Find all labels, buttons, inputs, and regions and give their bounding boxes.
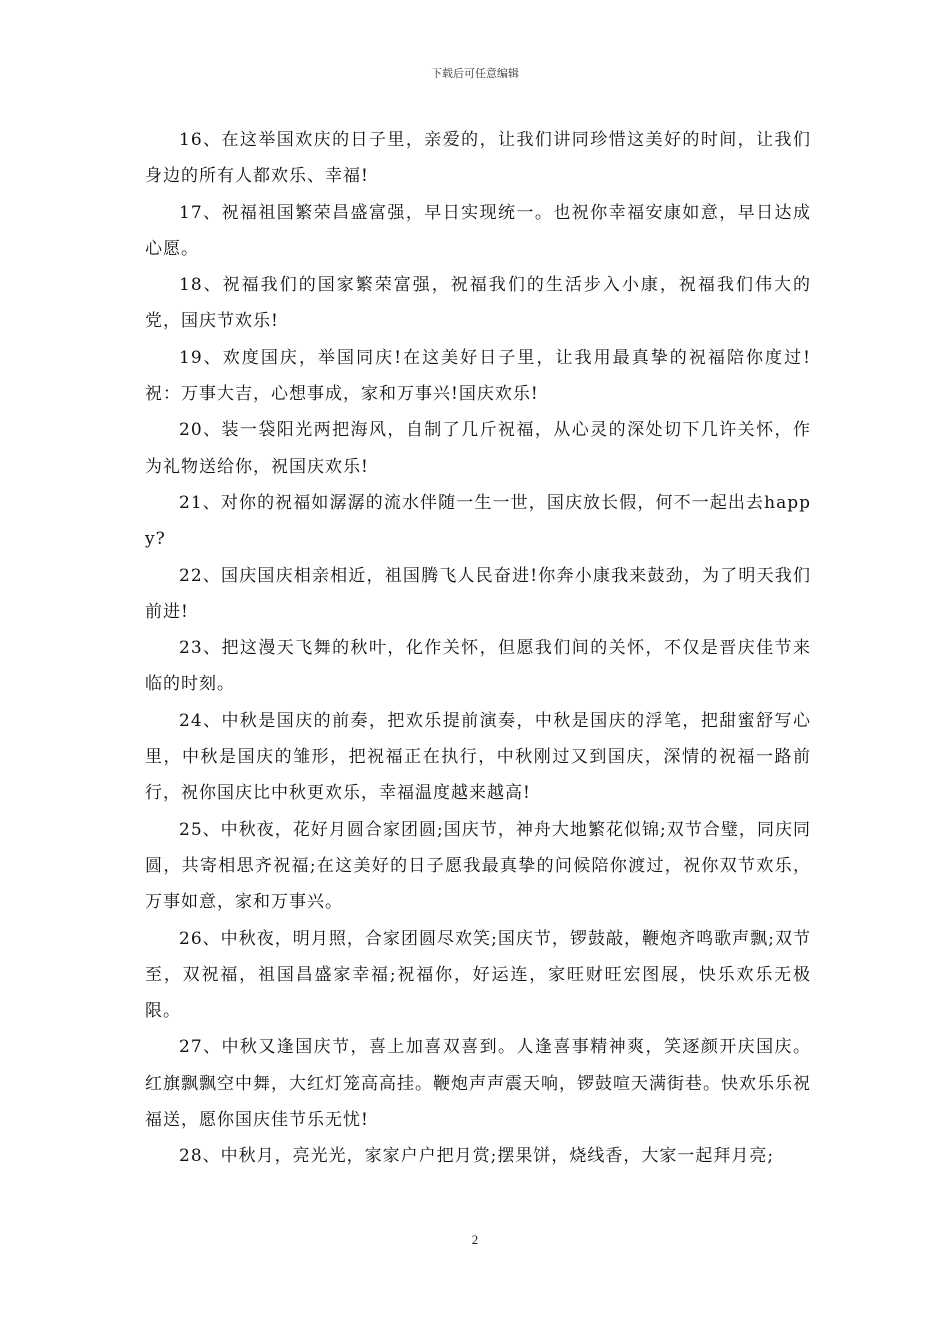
paragraph-20: 20、装一袋阳光两把海风，自制了几斤祝福，从心灵的深处切下几许关怀，作为礼物送给你，祝国庆欢乐! xyxy=(145,420,811,477)
paragraph-22: 22、国庆国庆相亲相近，祖国腾飞人民奋进!你奔小康我来鼓劲，为了明天我们前进! xyxy=(145,565,811,622)
paragraph-18: 18、祝福我们的国家繁荣富强，祝福我们的生活步入小康，祝福我们伟大的党，国庆节欢乐! xyxy=(145,275,811,332)
paragraph-26: 26、中秋夜，明月照，合家团圆尽欢笑;国庆节，锣鼓敲，鞭炮齐鸣歌声飘;双节至，双祝福，祖国昌盛家幸福;祝福你，好运连，家旺财旺宏图展，快乐欢乐无极限。 xyxy=(145,928,811,1022)
page-number: 2 xyxy=(471,1232,479,1247)
paragraph-25: 25、中秋夜，花好月圆合家团圆;国庆节，神舟大地繁花似锦;双节合璧，同庆同圆，共寄相思齐祝福;在这美好的日子愿我最真挚的问候陪你渡过，祝你双节欢乐，万事如意，家和万事兴。 xyxy=(145,819,811,913)
paragraph-21: 21、对你的祝福如潺潺的流水伴随一生一世，国庆放长假，何不一起出去happy? xyxy=(145,492,811,550)
page-header: 下载后可任意编辑 xyxy=(431,67,519,80)
paragraph-27: 27、中秋又逢国庆节，喜上加喜双喜到。人逢喜事精神爽，笑逐颜开庆国庆。红旗飘飘空中舞，大红灯笼高高挂。鞭炮声声震天响，锣鼓喧天满街巷。快欢乐乐祝福送，愿你国庆佳节乐无忧! xyxy=(145,1037,811,1131)
paragraph-23: 23、把这漫天飞舞的秋叶，化作关怀，但愿我们间的关怀，不仅是晋庆佳节来临的时刻。 xyxy=(145,638,811,695)
paragraph-28: 28、中秋月，亮光光，家家户户把月赏;摆果饼，烧线香，大家一起拜月亮; xyxy=(179,1146,775,1167)
paragraph-24: 24、中秋是国庆的前奏，把欢乐提前演奏，中秋是国庆的浮笔，把甜蜜舒写心里，中秋是国庆的雏形，把祝福正在执行，中秋刚过又到国庆，深情的祝福一路前行，祝你国庆比中秋更欢乐，幸福温度越来越高! xyxy=(145,710,811,804)
paragraph-19: 19、欢度国庆，举国同庆!在这美好日子里，让我用最真挚的祝福陪你度过!祝：万事大吉，心想事成，家和万事兴!国庆欢乐! xyxy=(145,347,811,405)
paragraph-16: 16、在这举国欢庆的日子里，亲爱的，让我们讲同珍惜这美好的时间，让我们身边的所有人都欢乐、幸福! xyxy=(145,130,811,187)
paragraph-17: 17、祝福祖国繁荣昌盛富强，早日实现统一。也祝你幸福安康如意，早日达成心愿。 xyxy=(145,202,811,259)
document-body xyxy=(145,122,811,1175)
